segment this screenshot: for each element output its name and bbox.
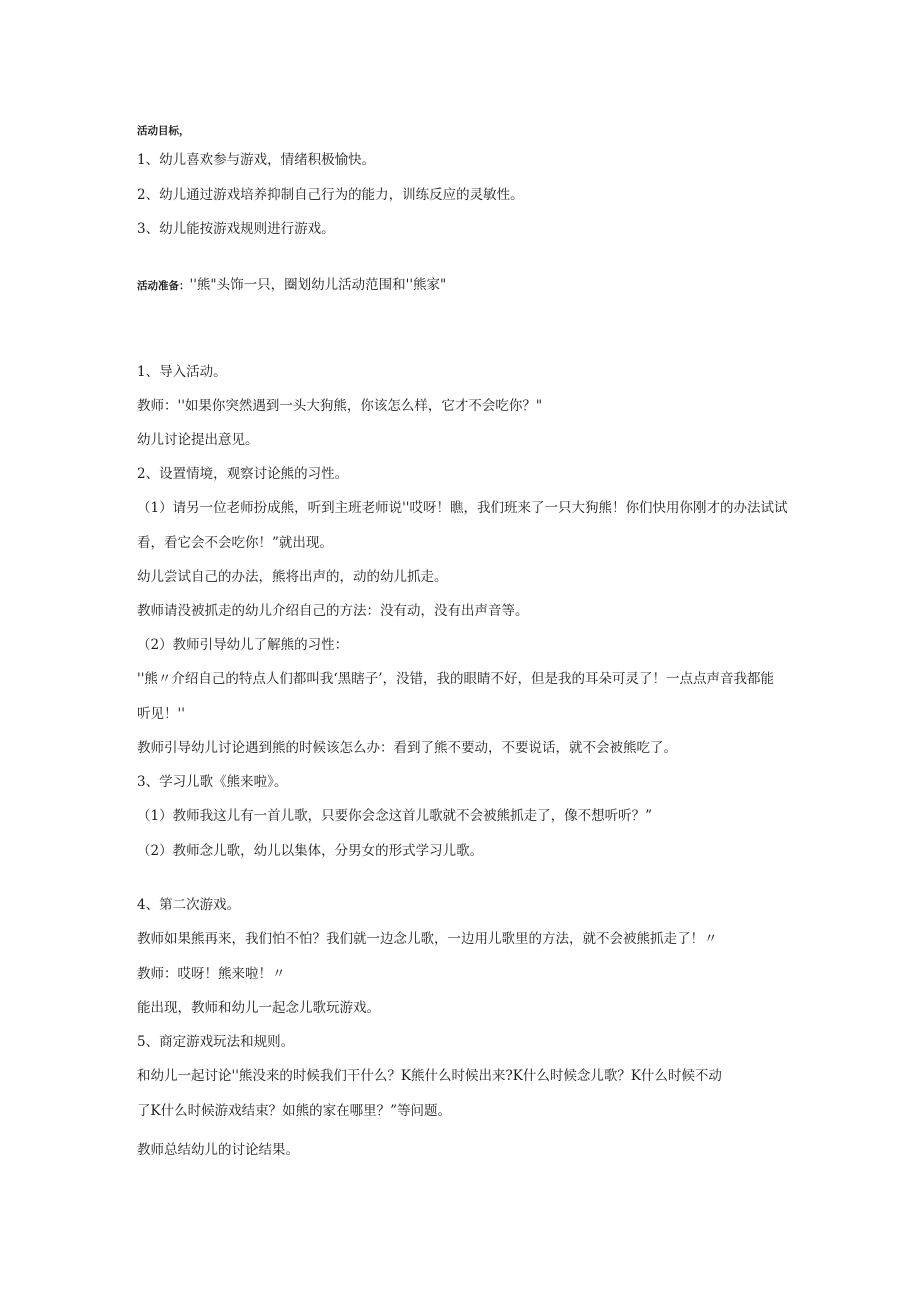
process-line: 听见！'': [137, 706, 185, 722]
objective-item: 2、幼儿通过游戏培养抑制自己行为的能力，训练反应的灵敏性。: [137, 187, 524, 203]
process-line: 教师请没被抓走的幼儿介绍自己的方法：没有动，没有出声音等。: [137, 603, 529, 619]
process-line: 2、设置情境，观察讨论熊的习性。: [137, 466, 349, 482]
process-line: 1、导入活动。: [137, 364, 227, 380]
process-line: （1）教师我这儿有一首儿歌，只要你会念这首儿歌就不会被熊抓走了，像不想听听？”: [137, 808, 652, 824]
process-line: 3、学习儿歌《熊来啦》。: [137, 774, 288, 790]
process-line: 教师如果熊再来，我们怕不怕？我们就一边念儿歌，一边用儿歌里的方法，就不会被熊抓走了！〃: [137, 931, 718, 947]
process-line: ''熊〃介绍自己的特点人们都叫我‘黑瞎子’，没错，我的眼睛不好，但是我的耳朵可灵了！一点点声音我都能: [137, 671, 775, 687]
process-line: 教师引导幼儿讨论遇到熊的时候该怎么办：看到了熊不要动，不要说话，就不会被熊吃了。: [137, 740, 677, 756]
objective-item: 1、幼儿喜欢参与游戏，情绪积极愉快。: [137, 152, 376, 168]
process-line: 幼儿讨论提出意见。: [137, 432, 259, 448]
process-line: 能出现，教师和幼儿一起念儿歌玩游戏。: [137, 1000, 380, 1016]
process-line: 5、商定游戏玩法和规则。: [137, 1034, 295, 1050]
process-line: 教师：哎呀！熊来啦！〃: [137, 966, 286, 982]
process-line: （2）教师念儿歌，幼儿以集体，分男女的形式学习儿歌。: [137, 843, 484, 859]
objective-item: 3、幼儿能按游戏规则进行游戏。: [137, 221, 335, 237]
process-line: 幼儿尝试自己的办法，熊将出声的，动的幼儿抓走。: [137, 569, 448, 585]
preparation-text: ''熊"头饰一只，圈划幼儿活动范围和''熊家": [189, 277, 447, 293]
process-line: （1）请另一位老师扮成熊，听到主班老师说''哎呀！瞧，我们班来了一只大狗熊！你们快用你刚才的办法试试: [137, 500, 788, 516]
process-line: 看，看它会不会吃你！”就出现。: [137, 535, 333, 551]
process-line: 4、第二次游戏。: [137, 897, 241, 913]
process-line: 教师总结幼儿的讨论结果。: [137, 1142, 299, 1158]
preparation-label: 活动准备：: [137, 280, 190, 292]
process-line: （2）教师引导幼儿了解熊的习性：: [137, 637, 349, 653]
process-line: 教师：''如果你突然遇到一头大狗熊，你该怎么样，它才不会吃你？": [137, 398, 543, 414]
preparation-line: [137, 276, 446, 295]
process-line: 和幼儿一起讨论''熊没来的时候我们干什么？K熊什么时候出来?K什么时候念儿歌？K什么时候不动: [137, 1068, 722, 1084]
objectives-heading: 活动目标，: [137, 125, 190, 137]
process-line: 了K什么时候游戏结束？如熊的家在哪里？”等问题。: [137, 1103, 451, 1119]
